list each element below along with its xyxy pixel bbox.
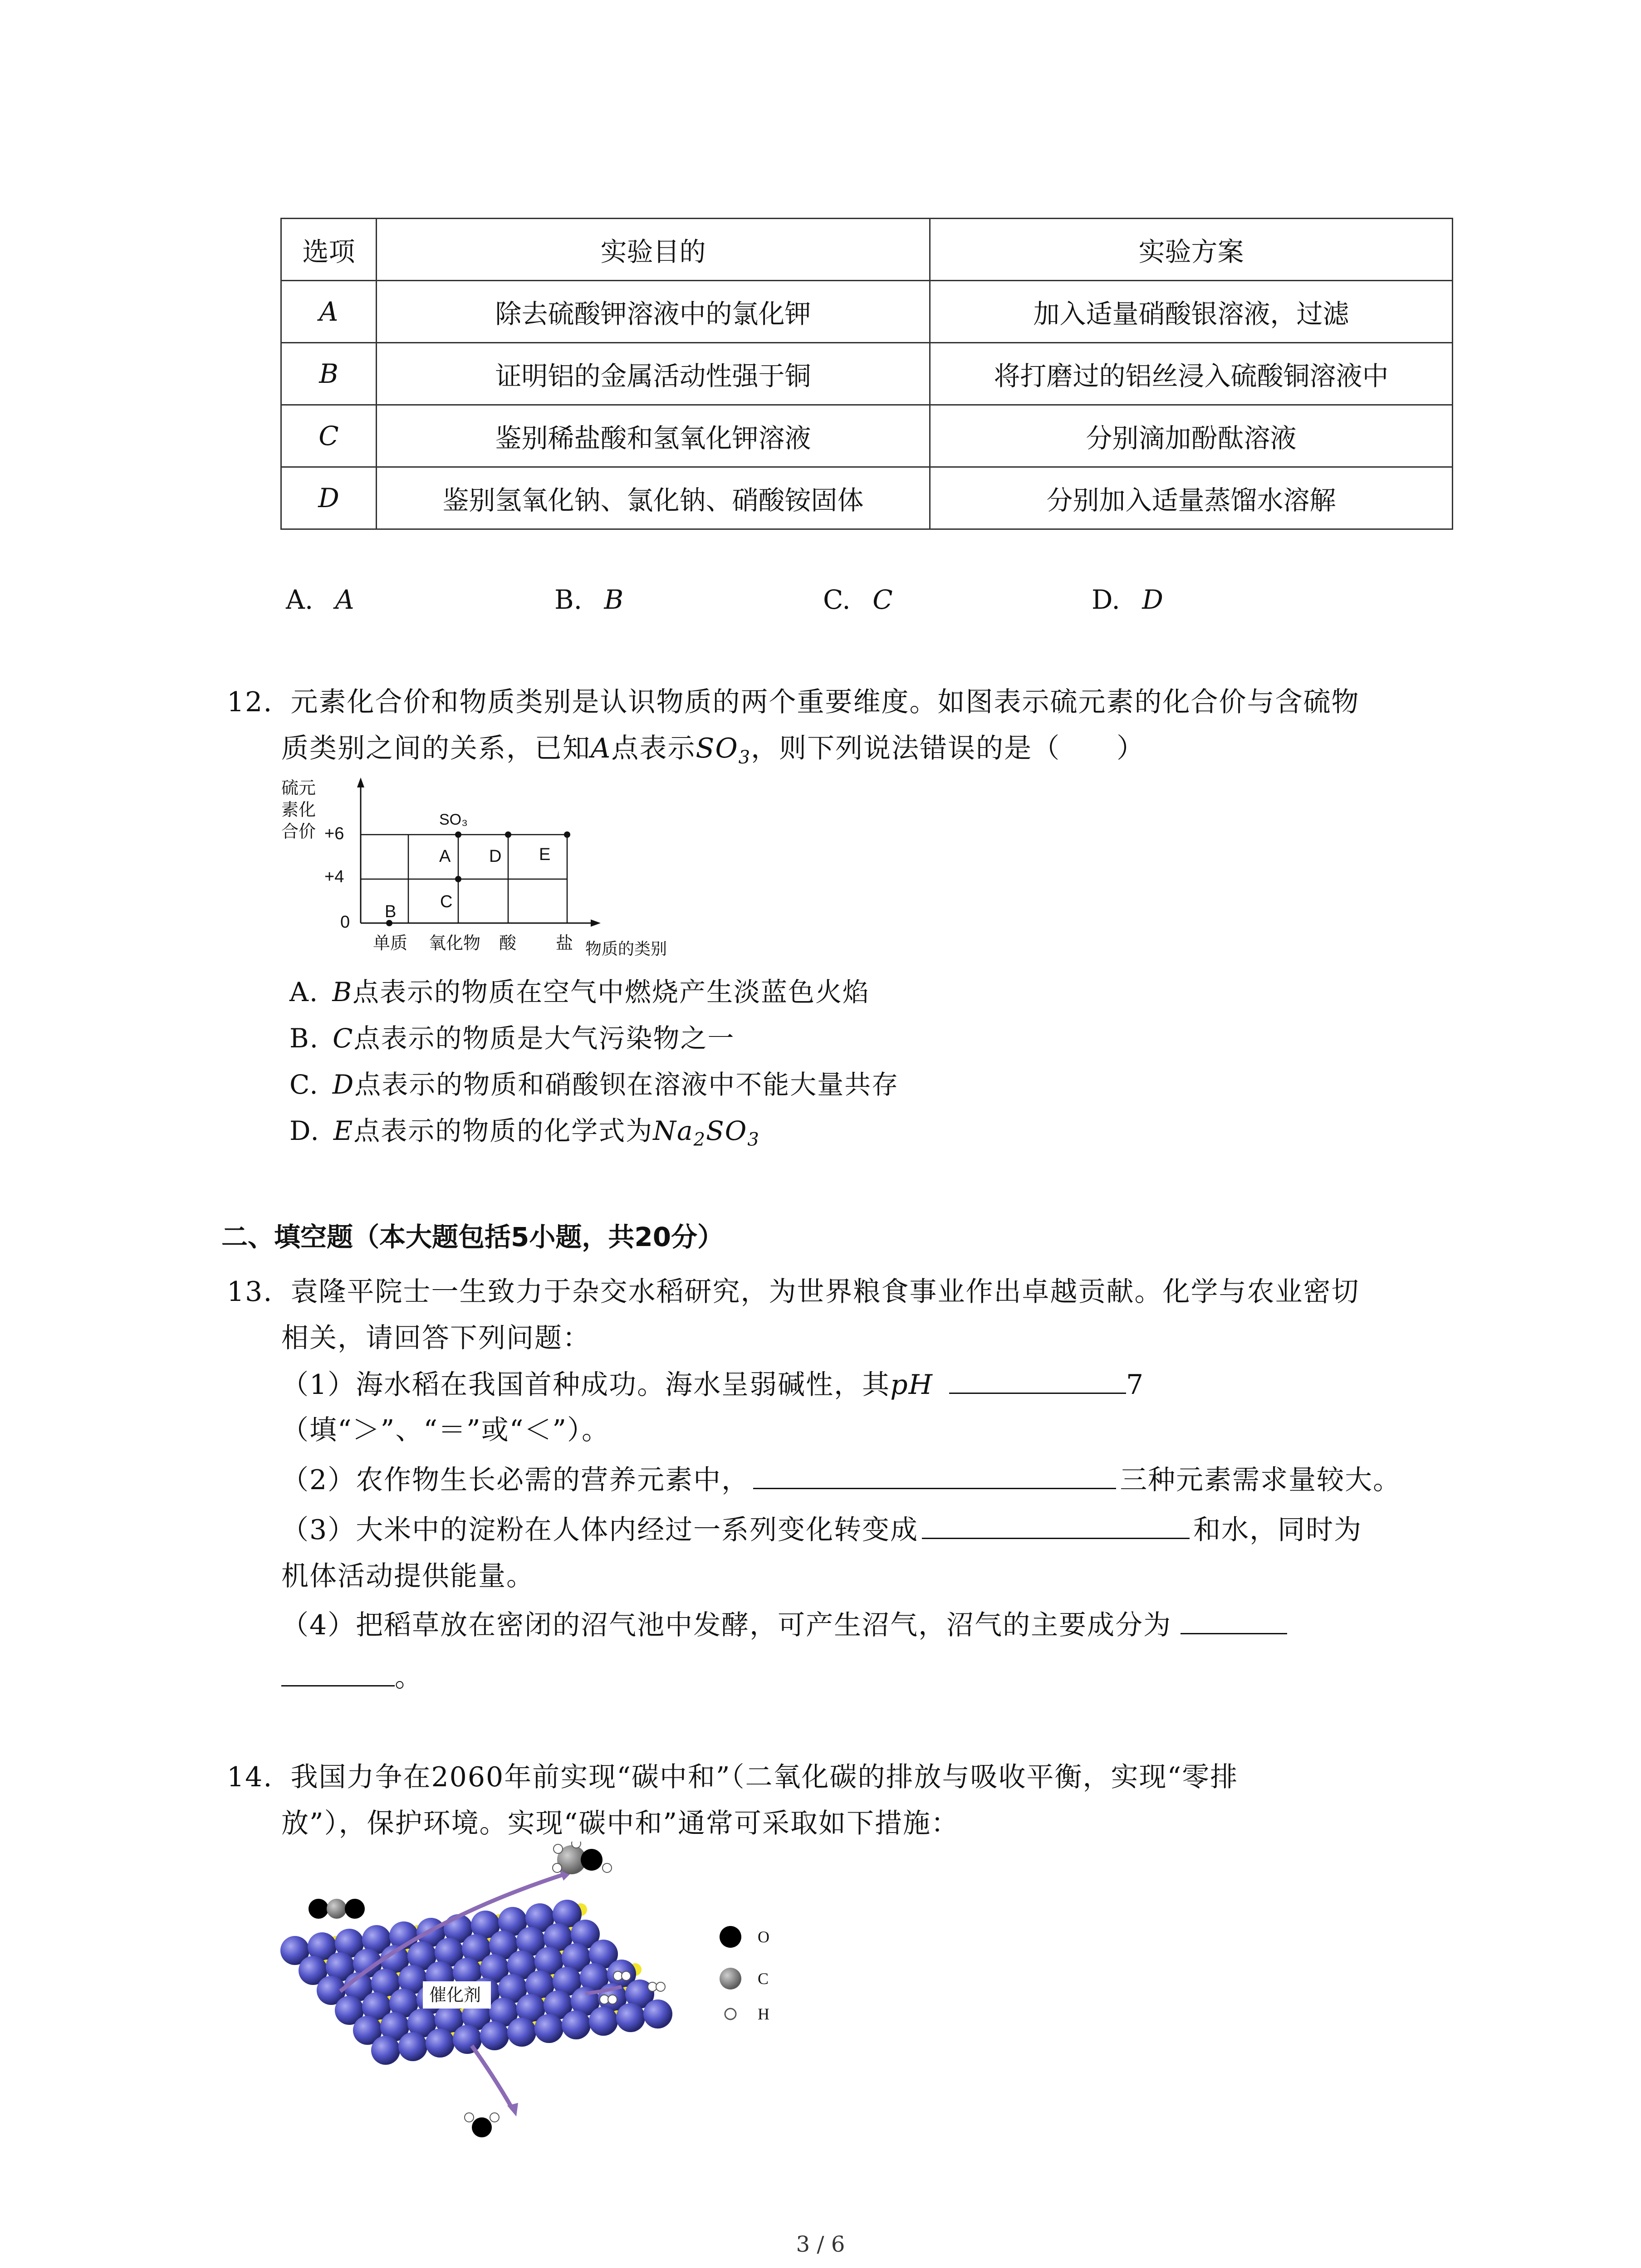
- x-axis-label: 物质的类别: [585, 939, 667, 958]
- catalyst-atom: [480, 2021, 509, 2050]
- purpose-cell: 鉴别氢氧化钠、氯化钠、硝酸铵固体: [377, 467, 930, 529]
- point-label-e: E: [539, 845, 551, 864]
- y-tick-label: 0: [340, 913, 350, 932]
- q12-option-a[interactable]: A. B点表示的物质在空气中燃烧产生淡蓝色火焰: [289, 977, 870, 1007]
- catalyst-atom: [453, 2025, 482, 2054]
- catalyst-atom: [589, 2007, 618, 2036]
- point-e: [564, 831, 570, 838]
- q14-line1: 14. 我国力争在2060年前实现“碳中和”（二氧化碳的排放与吸收平衡，实现“零排: [227, 1761, 1239, 1793]
- table-header: 实验目的: [377, 219, 930, 281]
- legend-swatch-o: [720, 1926, 741, 1948]
- page-number: 3 / 6: [796, 2232, 845, 2257]
- purpose-cell: 除去硫酸钾溶液中的氯化钾: [377, 281, 930, 343]
- q13-part4-cont: 。: [281, 1656, 423, 1695]
- purpose-cell: 证明铝的金属活动性强于铜: [377, 343, 930, 405]
- q14-line2: 放”），保护环境。实现“碳中和”通常可采取如下措施：: [281, 1808, 960, 1839]
- x-tick-label: 单质: [373, 934, 408, 953]
- plan-cell: 将打磨过的铝丝浸入硫酸铜溶液中: [930, 343, 1453, 405]
- choice-value: B: [604, 584, 624, 615]
- choice-value: A: [335, 584, 354, 615]
- answer-blank-3[interactable]: [922, 1512, 1190, 1539]
- x-tick-label: 盐: [556, 934, 573, 953]
- option-cell: C: [281, 405, 377, 467]
- catalyst-label: 催化剂: [429, 1986, 481, 2005]
- legend-swatch-h: [725, 2009, 736, 2019]
- choice-b[interactable]: [554, 584, 623, 615]
- choice-label: A.: [286, 584, 314, 615]
- choice-label: C.: [823, 584, 851, 615]
- q12-line2: 质类别之间的关系，已知A点表示$SO_3$，则下列说法错误的是（ ）: [281, 733, 1145, 768]
- point-label-b: B: [385, 902, 397, 921]
- y-axis-label: 合价: [281, 822, 316, 841]
- table-row: [281, 343, 1453, 405]
- water-molecule: [465, 2113, 499, 2137]
- y-tick-label: +4: [324, 867, 344, 886]
- legend-label-o: O: [758, 1928, 769, 1946]
- plan-cell: 加入适量硝酸银溶液，过滤: [930, 281, 1453, 343]
- choice-c[interactable]: [823, 584, 893, 615]
- point-label-d: D: [489, 847, 502, 866]
- arrow-out: [472, 2046, 513, 2109]
- y-tick-label: +6: [324, 824, 344, 843]
- x-tick-label: 酸: [499, 934, 517, 953]
- legend-label-h: H: [758, 2005, 769, 2023]
- option-cell: D: [281, 467, 377, 529]
- x-axis-arrow: [591, 919, 601, 927]
- q13-line2: 相关，请回答下列问题：: [281, 1322, 591, 1354]
- table-row: [281, 467, 1453, 529]
- catalyst-illustration: [277, 1842, 844, 2146]
- catalyst-atom: [371, 2036, 400, 2065]
- point-label-a: A: [439, 847, 451, 866]
- question-number: 14.: [227, 1761, 273, 1793]
- q12-option-d[interactable]: D. E点表示的物质的化学式为$Na_2SO_3$: [289, 1115, 760, 1150]
- question-number: 12.: [227, 686, 273, 718]
- q12-line1: 12. 元素化合价和物质类别是认识物质的两个重要维度。如图表示硫元素的化合价与含硫物: [227, 686, 1360, 718]
- catalyst-atom: [616, 2003, 645, 2032]
- choice-d[interactable]: [1092, 584, 1163, 615]
- q12-option-c[interactable]: C. D点表示的物质和硝酸钡在溶液中不能大量共存: [289, 1069, 899, 1100]
- point-label-c: C: [440, 892, 453, 911]
- catalyst-atom: [562, 2010, 591, 2039]
- legend-label-c: C: [758, 1970, 769, 1988]
- catalyst-atom: [507, 2018, 536, 2047]
- choice-value: C: [872, 584, 893, 615]
- q13-part2: （2）农作物生长必需的营养元素中， 三种元素需求量较大。: [281, 1458, 1401, 1497]
- x-tick-label: 氧化物: [429, 934, 481, 953]
- y-axis-label: 硫元: [281, 779, 316, 798]
- q13-line1: 13. 袁隆平院士一生致力于杂交水稻研究，为世界粮食事业作出卓越贡献。化学与农业密切: [227, 1276, 1360, 1308]
- catalyst-atom: [643, 1999, 672, 2028]
- section-heading: 二、填空题（本大题包括5小题，共20分）: [221, 1222, 724, 1252]
- table-header: 选项: [281, 219, 377, 281]
- y-axis-label: 素化: [281, 801, 316, 820]
- plan-cell: 分别加入适量蒸馏水溶解: [930, 467, 1453, 529]
- legend-swatch-c: [720, 1968, 741, 1989]
- q13-part3-cont: 机体活动提供能量。: [281, 1560, 534, 1592]
- answer-blank-2[interactable]: [753, 1462, 1116, 1489]
- catalyst-atom: [398, 2032, 427, 2061]
- methanol-molecule: [553, 1842, 612, 1874]
- table-row: [281, 405, 1453, 467]
- choice-label: B.: [554, 584, 583, 615]
- na2so3-formula: $Na_2SO_3$: [653, 1115, 760, 1150]
- table-header: 实验方案: [930, 219, 1453, 281]
- choice-label: D.: [1092, 584, 1120, 615]
- q12-option-b[interactable]: B. C点表示的物质是大气污染物之一: [289, 1023, 735, 1054]
- co2-molecule: [309, 1899, 365, 1919]
- question-number: 13.: [227, 1276, 273, 1308]
- so3-label: SO₃: [439, 811, 468, 828]
- catalyst-atom: [534, 2014, 563, 2043]
- answer-blank-1[interactable]: [949, 1367, 1126, 1394]
- q13-part4: （4）把稻草放在密闭的沼气池中发酵，可产生沼气，沼气的主要成分为: [281, 1603, 1287, 1642]
- option-cell: A: [281, 281, 377, 343]
- choice-value: D: [1142, 584, 1163, 615]
- table-header-row: [281, 219, 1453, 281]
- catalyst-atom: [426, 2028, 455, 2058]
- q13-part1: （1）海水稻在我国首种成功。海水呈弱碱性，其pH 7: [281, 1363, 1144, 1402]
- legend: [720, 1926, 769, 2023]
- plan-cell: 分别滴加酚酞溶液: [930, 405, 1453, 467]
- table-row: [281, 281, 1453, 343]
- point-a: [455, 831, 461, 838]
- option-cell: B: [281, 343, 377, 405]
- sulfur-valence-chart: [272, 771, 708, 966]
- answer-blank-4[interactable]: [1181, 1608, 1287, 1634]
- choice-a[interactable]: [286, 584, 354, 615]
- purpose-cell: 鉴别稀盐酸和氢氧化钾溶液: [377, 405, 930, 467]
- point-c: [455, 876, 461, 882]
- so3-formula: $SO_3$: [696, 733, 751, 768]
- answer-blank-4-cont[interactable]: [281, 1660, 395, 1686]
- experiment-table: [280, 218, 1453, 530]
- q13-part3: （3）大米中的淀粉在人体内经过一系列变化转变成 和水，同时为: [281, 1508, 1362, 1547]
- point-d: [505, 831, 511, 838]
- q13-part1-hint: （填“＞”、“＝”或“＜”）。: [281, 1414, 610, 1446]
- y-axis-arrow: [357, 777, 364, 787]
